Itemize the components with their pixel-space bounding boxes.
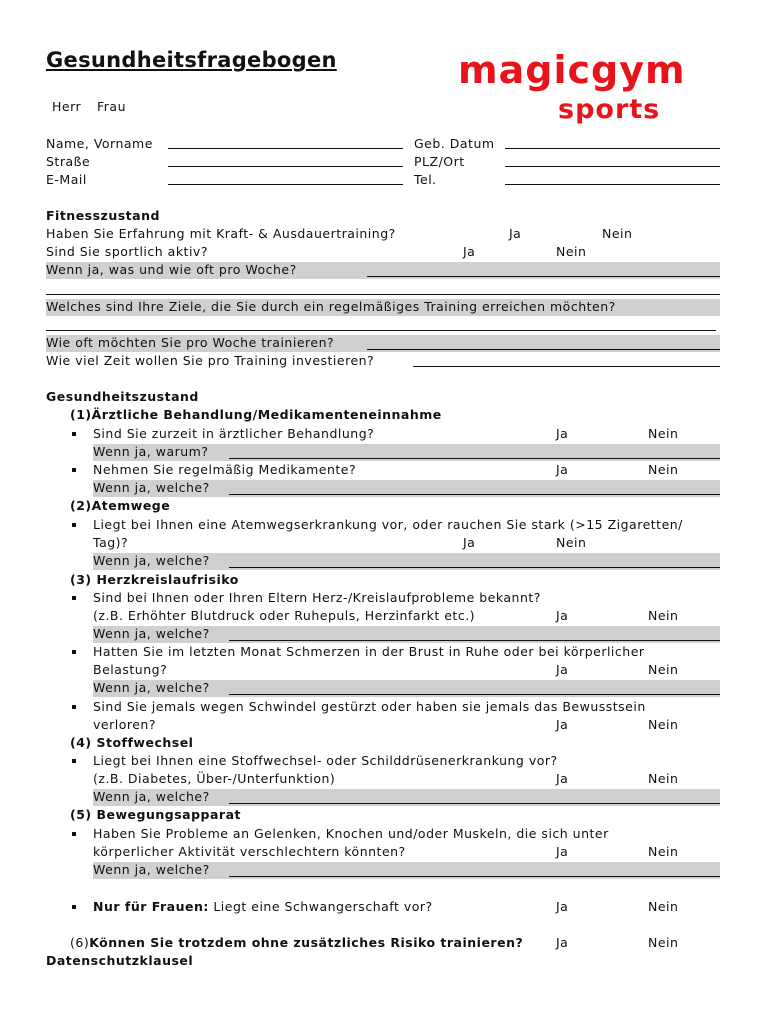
- fitness-q2-followup-field[interactable]: [367, 276, 720, 277]
- birth-label: Geb. Datum: [414, 136, 495, 151]
- s3-q3-line2: verloren?: [93, 717, 156, 732]
- fitness-q2-followup: Wenn ja, was und wie oft pro Woche?: [46, 262, 297, 277]
- s2-q1-line2: Tag)?: [93, 535, 129, 550]
- fitness-q1: Haben Sie Erfahrung mit Kraft- & Ausdauertraining?: [46, 226, 396, 241]
- s3-q1-no[interactable]: Nein: [648, 608, 679, 623]
- zip-label: PLZ/Ort: [414, 154, 465, 169]
- section-1-heading: (1)Ärztliche Behandlung/Medikamenteneinnahme: [70, 407, 442, 422]
- s4-q1-yes[interactable]: Ja: [556, 771, 569, 786]
- zip-field[interactable]: [505, 166, 720, 167]
- s4-q1-no[interactable]: Nein: [648, 771, 679, 786]
- fitness-q5-field[interactable]: [413, 366, 720, 367]
- bullet-icon: [72, 759, 76, 763]
- phone-label: Tel.: [414, 172, 437, 187]
- s5-q1-followup: Wenn ja, welche?: [93, 862, 210, 877]
- s6-yes[interactable]: Ja: [556, 935, 569, 950]
- fitness-q1-no[interactable]: Nein: [602, 226, 633, 241]
- women-question: [93, 899, 433, 915]
- s1-q1-yes[interactable]: Ja: [556, 426, 569, 441]
- s5-q1-no[interactable]: Nein: [648, 844, 679, 859]
- s1-q1-followup-field[interactable]: [229, 458, 720, 459]
- bullet-icon: [72, 650, 76, 654]
- s3-q1-line1: Sind bei Ihnen oder Ihren Eltern Herz-/Kreislaufprobleme bekannt?: [93, 590, 541, 605]
- s4-q1-followup: Wenn ja, welche?: [93, 789, 210, 804]
- s1-q2-followup: Wenn ja, welche?: [93, 480, 210, 495]
- women-label: Nur für Frauen:: [93, 899, 209, 914]
- logo-magicgym: magicgym: [458, 48, 686, 92]
- s5-q1-followup-field[interactable]: [229, 876, 720, 877]
- s1-q2: Nehmen Sie regelmäßig Medikamente?: [93, 462, 357, 477]
- women-no[interactable]: Nein: [648, 899, 679, 914]
- s2-q1-no[interactable]: Nein: [556, 535, 587, 550]
- s3-q1-followup: Wenn ja, welche?: [93, 626, 210, 641]
- health-heading: Gesundheitszustand: [46, 389, 199, 404]
- email-field[interactable]: [168, 184, 403, 185]
- bullet-icon: [72, 905, 76, 909]
- logo-sports: sports: [558, 94, 661, 125]
- s1-q2-no[interactable]: Nein: [648, 462, 679, 477]
- fitness-q3: Welches sind Ihre Ziele, die Sie durch ein regelmäßiges Training erreichen möchten?: [46, 299, 616, 314]
- s1-q1-followup: Wenn ja, warum?: [93, 444, 209, 459]
- option-frau[interactable]: Frau: [97, 99, 127, 114]
- fitness-q2: Sind Sie sportlich aktiv?: [46, 244, 208, 259]
- s3-q1-yes[interactable]: Ja: [556, 608, 569, 623]
- s2-q1-yes[interactable]: Ja: [463, 535, 476, 550]
- bullet-icon: [72, 705, 76, 709]
- birth-field[interactable]: [505, 148, 720, 149]
- street-field[interactable]: [168, 166, 403, 167]
- s3-q2-followup-field[interactable]: [229, 694, 720, 695]
- s3-q2-no[interactable]: Nein: [648, 662, 679, 677]
- page-title: Gesundheitsfragebogen: [46, 48, 337, 72]
- section-4-heading: (4) Stoffwechsel: [70, 735, 194, 750]
- fitness-q1-yes[interactable]: Ja: [509, 226, 522, 241]
- s3-q3-no[interactable]: Nein: [648, 717, 679, 732]
- bullet-icon: [72, 468, 76, 472]
- fitness-q2-no[interactable]: Nein: [556, 244, 587, 259]
- s2-q1-followup-field[interactable]: [229, 567, 720, 568]
- s1-q2-followup-field[interactable]: [229, 494, 720, 495]
- fitness-q4: Wie oft möchten Sie pro Woche trainieren?: [46, 335, 335, 350]
- s4-q1-line1: Liegt bei Ihnen eine Stoffwechsel- oder Schilddrüsenerkrankung vor?: [93, 753, 558, 768]
- street-label: Straße: [46, 154, 91, 169]
- fitness-q2-followup-field-2[interactable]: [46, 294, 720, 295]
- s1-q1: Sind Sie zurzeit in ärztlicher Behandlung?: [93, 426, 375, 441]
- s3-q2-followup: Wenn ja, welche?: [93, 680, 210, 695]
- s5-q1-yes[interactable]: Ja: [556, 844, 569, 859]
- s1-q1-no[interactable]: Nein: [648, 426, 679, 441]
- name-field[interactable]: [168, 148, 403, 149]
- section-5-heading: (5) Bewegungsapparat: [70, 807, 241, 822]
- name-label: Name, Vorname: [46, 136, 153, 151]
- s2-q1-followup: Wenn ja, welche?: [93, 553, 210, 568]
- section-2-heading: (2)Atemwege: [70, 498, 171, 513]
- s3-q2-line1: Hatten Sie im letzten Monat Schmerzen in der Brust in Ruhe oder bei körperlicher: [93, 644, 645, 659]
- s3-q2-line2: Belastung?: [93, 662, 168, 677]
- s5-q1-line1: Haben Sie Probleme an Gelenken, Knochen und/oder Muskeln, die sich unter: [93, 826, 609, 841]
- section-3-heading: (3) Herzkreislaufrisiko: [70, 572, 239, 587]
- phone-field[interactable]: [505, 184, 720, 185]
- privacy-heading: Datenschutzklausel: [46, 953, 194, 968]
- section-6-prefix: (6): [70, 935, 90, 950]
- s3-q2-yes[interactable]: Ja: [556, 662, 569, 677]
- s3-q1-followup-field[interactable]: [229, 640, 720, 641]
- fitness-q5: Wie viel Zeit wollen Sie pro Training investieren?: [46, 353, 375, 368]
- section-6-question: [70, 935, 523, 951]
- fitness-q2-yes[interactable]: Ja: [463, 244, 476, 259]
- fitness-q3-field[interactable]: [46, 330, 716, 331]
- bullet-icon: [72, 432, 76, 436]
- bullet-icon: [72, 832, 76, 836]
- s3-q3-line1: Sind Sie jemals wegen Schwindel gestürzt oder haben sie jemals das Bewusstsein: [93, 699, 646, 714]
- s1-q2-yes[interactable]: Ja: [556, 462, 569, 477]
- s3-q1-line2: (z.B. Erhöhter Blutdruck oder Ruhepuls, Herzinfarkt etc.): [93, 608, 476, 623]
- s4-q1-followup-field[interactable]: [229, 803, 720, 804]
- s2-q1-line1: Liegt bei Ihnen eine Atemwegserkrankung vor, oder rauchen Sie stark (>15 Zigaretten/: [93, 517, 683, 532]
- fitness-q4-field[interactable]: [367, 349, 720, 350]
- section-6-text: Können Sie trotzdem ohne zusätzliches Risiko trainieren?: [89, 935, 524, 950]
- email-label: E-Mail: [46, 172, 87, 187]
- option-herr[interactable]: Herr: [52, 99, 82, 114]
- women-text: Liegt eine Schwangerschaft vor?: [208, 899, 433, 914]
- s4-q1-line2: (z.B. Diabetes, Über-/Unterfunktion): [93, 771, 336, 786]
- s3-q3-yes[interactable]: Ja: [556, 717, 569, 732]
- s5-q1-line2: körperlicher Aktivität verschlechtern könnten?: [93, 844, 406, 859]
- bullet-icon: [72, 523, 76, 527]
- fitness-heading: Fitnesszustand: [46, 208, 160, 223]
- women-yes[interactable]: Ja: [556, 899, 569, 914]
- s6-no[interactable]: Nein: [648, 935, 679, 950]
- bullet-icon: [72, 596, 76, 600]
